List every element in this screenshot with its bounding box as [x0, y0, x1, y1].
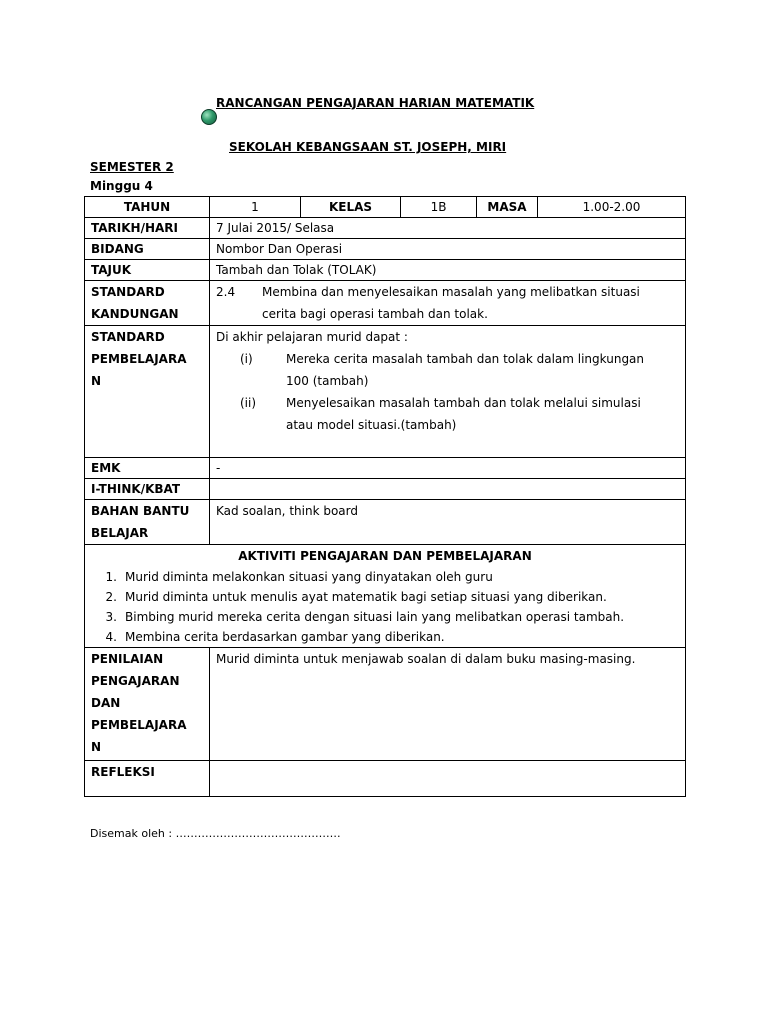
sk-label-line: KANDUNGAN: [91, 307, 179, 321]
tarikh-value: 7 Julai 2015/ Selasa: [210, 218, 686, 239]
bahan-bantu-row: [85, 500, 686, 545]
sk-text-line: Membina dan menyelesaikan masalah yang melibatkan situasi: [262, 285, 640, 299]
sp-label-line: PEMBELAJARA: [91, 352, 187, 366]
aktiviti-item-text: Membina cerita berdasarkan gambar yang diberikan.: [125, 630, 445, 644]
info-row: [85, 197, 686, 218]
aktiviti-item-number: 1.: [105, 570, 117, 584]
penilaian-label: [85, 648, 210, 761]
refleksi-label: REFLEKSI: [85, 761, 210, 797]
penilaian-label-line: PENGAJARAN: [91, 674, 180, 688]
standard-pembelajaran-label: [85, 326, 210, 458]
aktiviti-item: [91, 627, 679, 647]
aktiviti-item-text: Bimbing murid mereka cerita dengan situasi lain yang melibatkan operasi tambah.: [125, 610, 625, 624]
penilaian-row: [85, 648, 686, 761]
emk-label: EMK: [85, 458, 210, 479]
sp-item-text: Mereka cerita masalah tambah dan tolak dalam lingkungan: [286, 352, 645, 366]
week-label: Minggu 4: [90, 179, 153, 193]
standard-pembelajaran-value: [210, 326, 686, 458]
aktiviti-item-number: 4.: [105, 630, 117, 644]
aktiviti-list: [91, 567, 679, 647]
bidang-value: Nombor Dan Operasi: [210, 239, 686, 260]
bidang-label: BIDANG: [85, 239, 210, 260]
standard-pembelajaran-row: [85, 326, 686, 458]
tajuk-label: TAJUK: [85, 260, 210, 281]
emk-row: [85, 458, 686, 479]
tajuk-value: Tambah dan Tolak (TOLAK): [210, 260, 686, 281]
emk-value: -: [210, 458, 686, 479]
penilaian-label-line: N: [91, 740, 102, 754]
bahan-label-line: BELAJAR: [91, 526, 149, 540]
disemak-oleh: Disemak oleh : ………………………………………: [90, 827, 341, 840]
aktiviti-item-text: Murid diminta untuk menulis ayat matematik bagi setiap situasi yang diberikan.: [125, 590, 607, 604]
aktiviti-item-number: 2.: [105, 590, 117, 604]
aktiviti-item: [91, 607, 679, 627]
tahun-label: TAHUN: [85, 197, 210, 218]
sp-item-text: Menyelesaikan masalah tambah dan tolak melalui simulasi: [286, 396, 641, 410]
sk-number: 2.4: [216, 285, 236, 299]
refleksi-value: [210, 761, 686, 797]
sp-item-text: atau model situasi.(tambah): [286, 418, 457, 432]
standard-kandungan-label: [85, 281, 210, 326]
ithink-value: [210, 479, 686, 500]
ithink-row: [85, 479, 686, 500]
tarikh-label: TARIKH/HARI: [85, 218, 210, 239]
sp-item-number: (i): [240, 352, 253, 366]
school-name: SEKOLAH KEBANGSAAN ST. JOSEPH, MIRI: [229, 140, 507, 154]
tahun-value: 1: [210, 197, 301, 218]
aktiviti-row: [85, 545, 686, 648]
aktiviti-title: AKTIVITI PENGAJARAN DAN PEMBELAJARAN: [238, 549, 532, 563]
sp-intro: Di akhir pelajaran murid dapat :: [216, 330, 408, 344]
refleksi-row: [85, 761, 686, 797]
penilaian-label-line: PEMBELAJARA: [91, 718, 187, 732]
bahan-bantu-value: Kad soalan, think board: [210, 500, 686, 545]
sk-label-line: STANDARD: [91, 285, 165, 299]
aktiviti-cell: [85, 545, 686, 648]
aktiviti-item: [91, 587, 679, 607]
masa-value: 1.00-2.00: [538, 197, 686, 218]
masa-label: MASA: [477, 197, 538, 218]
tajuk-row: [85, 260, 686, 281]
sp-item-number: (ii): [240, 396, 257, 410]
semester-label: SEMESTER 2: [90, 160, 174, 174]
globe-icon: [201, 109, 217, 125]
page-title: RANCANGAN PENGAJARAN HARIAN MATEMATIK: [216, 96, 535, 110]
tarikh-row: [85, 218, 686, 239]
kelas-value: 1B: [401, 197, 477, 218]
bahan-label-line: BAHAN BANTU: [91, 504, 190, 518]
standard-kandungan-value: [210, 281, 686, 326]
aktiviti-item-text: Murid diminta melakonkan situasi yang dinyatakan oleh guru: [125, 570, 493, 584]
bahan-bantu-label: [85, 500, 210, 545]
sp-item-text: 100 (tambah): [286, 374, 369, 388]
sp-label-line: N: [91, 374, 102, 388]
aktiviti-item: [91, 567, 679, 587]
aktiviti-item-number: 3.: [105, 610, 117, 624]
sp-label-line: STANDARD: [91, 330, 165, 344]
sk-text-line: cerita bagi operasi tambah dan tolak.: [262, 307, 488, 321]
penilaian-value: Murid diminta untuk menjawab soalan di dalam buku masing-masing.: [210, 648, 686, 761]
bidang-row: [85, 239, 686, 260]
penilaian-label-line: PENILAIAN: [91, 652, 164, 666]
penilaian-label-line: DAN: [91, 696, 121, 710]
ithink-label: I-THINK/KBAT: [85, 479, 210, 500]
kelas-label: KELAS: [301, 197, 401, 218]
standard-kandungan-row: [85, 281, 686, 326]
lesson-plan-table: [84, 196, 686, 797]
